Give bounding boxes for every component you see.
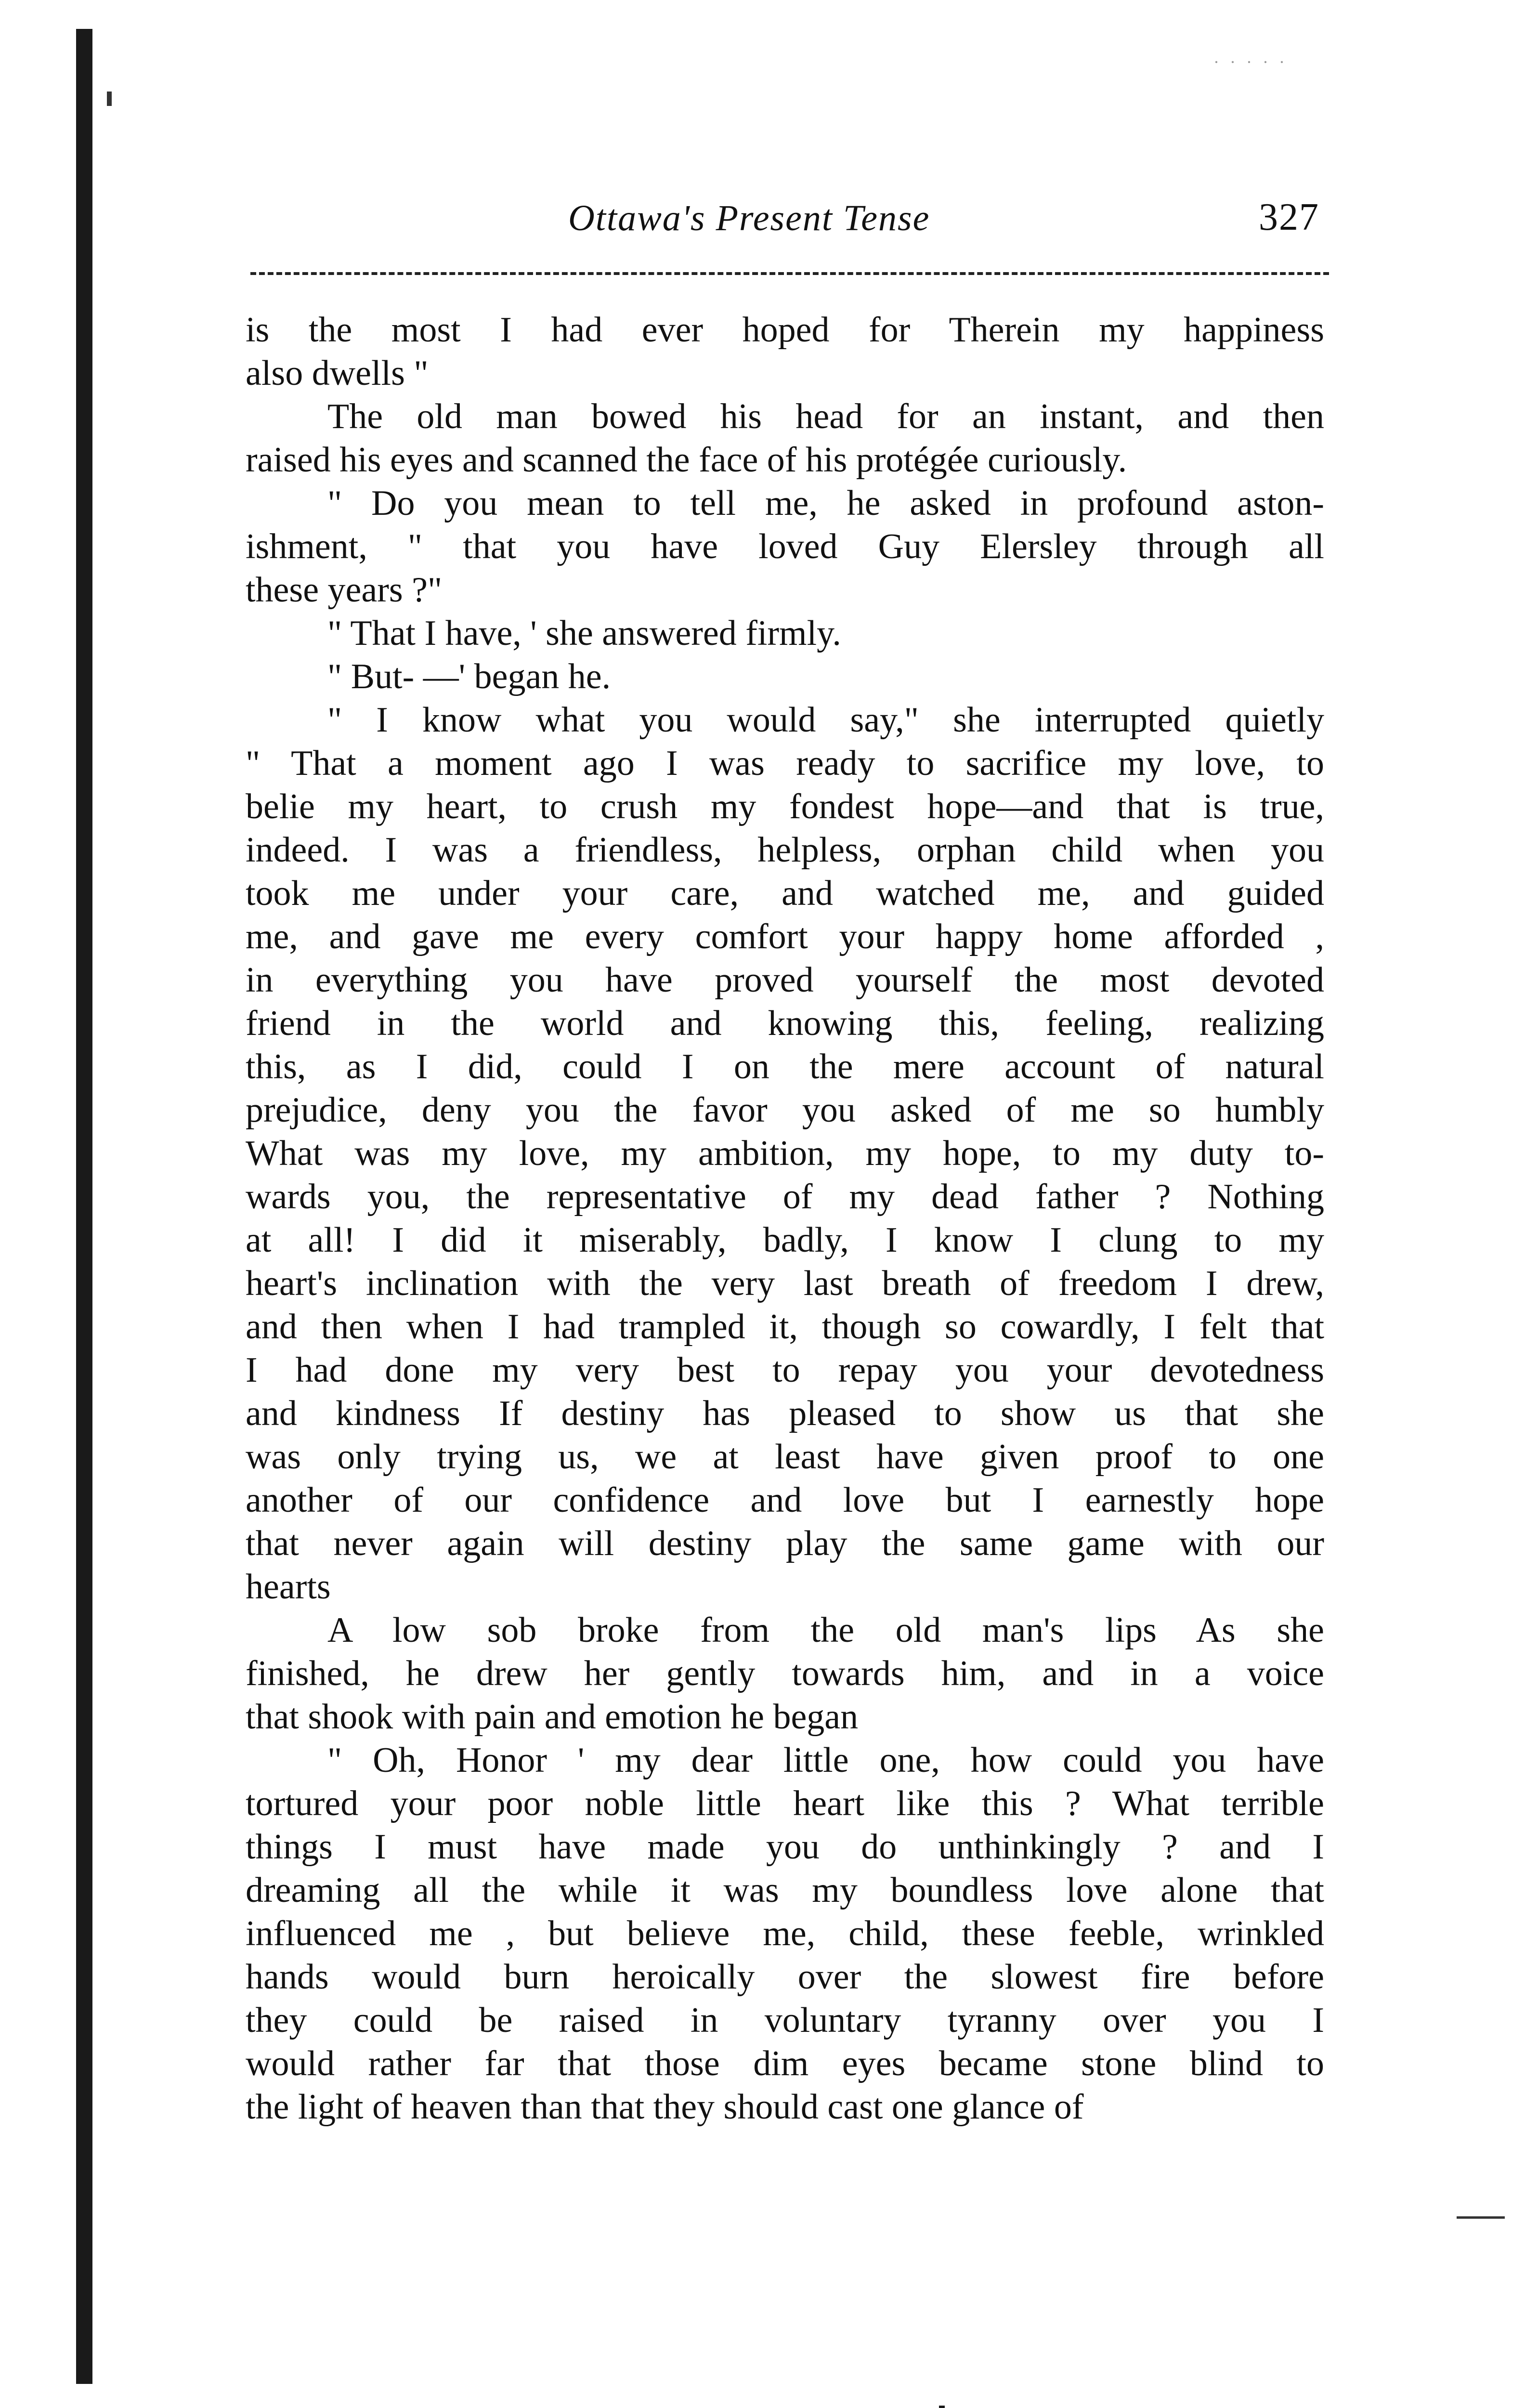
- scan-speckle: ·····: [1213, 52, 1295, 72]
- text-line: " Do you mean to tell me, he asked in profound aston-: [327, 484, 1324, 523]
- text-line: tortured your poor noble little heart like this ? What terrible: [246, 1784, 1324, 1823]
- text-line: and then when I had trampled it, though so cowardly, I felt that: [246, 1307, 1324, 1347]
- running-head: [250, 193, 1329, 255]
- paragraph: [246, 698, 1324, 1609]
- text-line: hands would burn heroically over the slowest fire before: [246, 1957, 1324, 1997]
- text-line: prejudice, deny you the favor you asked of me so humbly: [246, 1090, 1324, 1130]
- text-line: that never again will destiny play the same game with our: [246, 1524, 1324, 1563]
- text-line: in everything you have proved yourself the most devoted: [246, 960, 1324, 1000]
- text-line: hearts: [246, 1567, 331, 1607]
- text-line: this, as I did, could I on the mere account of natural: [246, 1047, 1324, 1086]
- paragraph: [246, 612, 1324, 655]
- text-line: friend in the world and knowing this, feeling, realizing: [246, 1004, 1324, 1043]
- text-line: finished, he drew her gently towards him, and in a voice: [246, 1654, 1324, 1693]
- paragraph: [246, 1609, 1324, 1739]
- body-text: [246, 308, 1324, 2129]
- text-line: dreaming all the while it was my boundless love alone that: [246, 1871, 1324, 1910]
- text-line: me, and gave me every comfort your happy home afforded ,: [246, 917, 1324, 956]
- text-line: raised his eyes and scanned the face of his protégée curiously.: [246, 440, 1127, 480]
- text-line: " That I have, ' she answered firmly.: [327, 614, 841, 653]
- text-line: What was my love, my ambition, my hope, to my duty to-: [246, 1134, 1324, 1173]
- paragraph: [246, 482, 1324, 612]
- text-line: belie my heart, to crush my fondest hope—and that is true,: [246, 787, 1324, 826]
- paragraph: [246, 655, 1324, 698]
- spine-notch: [107, 92, 112, 106]
- text-line: " That a moment ago I was ready to sacrifice my love, to: [246, 744, 1324, 783]
- header-rule: [250, 272, 1329, 275]
- margin-dash: [1457, 2216, 1505, 2219]
- text-line: took me under your care, and watched me, and guided: [246, 874, 1324, 913]
- text-line: also dwells ": [246, 353, 429, 393]
- text-line: wards you, the representative of my dead father ? Nothing: [246, 1177, 1324, 1217]
- page-spine-shadow: [76, 29, 92, 2384]
- text-line: influenced me , but believe me, child, these feeble, wrinkled: [246, 1914, 1324, 1953]
- text-line: " Oh, Honor ' my dear little one, how could you have: [327, 1741, 1324, 1780]
- text-line: things I must have made you do unthinkingly ? and I: [246, 1827, 1324, 1867]
- paragraph: [246, 308, 1324, 395]
- text-line: would rather far that those dim eyes became stone blind to: [246, 2044, 1324, 2083]
- text-line: ishment, " that you have loved Guy Elersley through all: [246, 527, 1324, 566]
- page-number: 327: [1259, 196, 1319, 238]
- text-line: another of our confidence and love but I earnestly hope: [246, 1480, 1324, 1520]
- text-line: was only trying us, we at least have given proof to one: [246, 1437, 1324, 1477]
- paragraph: [246, 395, 1324, 482]
- text-line: and kindness If destiny has pleased to show us that she: [246, 1394, 1324, 1433]
- text-line: I had done my very best to repay you your devotedness: [246, 1350, 1324, 1390]
- text-line: is the most I had ever hoped for Therein my happiness: [246, 310, 1324, 350]
- paragraph: [246, 1739, 1324, 2129]
- text-line: the light of heaven than that they should cast one glance of: [246, 2087, 1084, 2127]
- text-line: " But- —' began he.: [327, 657, 611, 696]
- bottom-mark: [939, 2406, 945, 2408]
- text-line: " I know what you would say," she interrupted quietly: [327, 700, 1324, 740]
- text-line: heart's inclination with the very last breath of freedom I drew,: [246, 1264, 1324, 1303]
- text-line: these years ?": [246, 570, 443, 610]
- text-line: they could be raised in voluntary tyranny over you I: [246, 2001, 1324, 2040]
- text-line: at all! I did it miserably, badly, I know I clung to my: [246, 1220, 1324, 1260]
- running-title: Ottawa's Present Tense: [568, 198, 930, 238]
- text-line: The old man bowed his head for an instant, and then: [327, 397, 1324, 436]
- text-line: that shook with pain and emotion he began: [246, 1697, 859, 1737]
- text-line: A low sob broke from the old man's lips As she: [327, 1610, 1324, 1650]
- text-line: indeed. I was a friendless, helpless, orphan child when you: [246, 830, 1324, 870]
